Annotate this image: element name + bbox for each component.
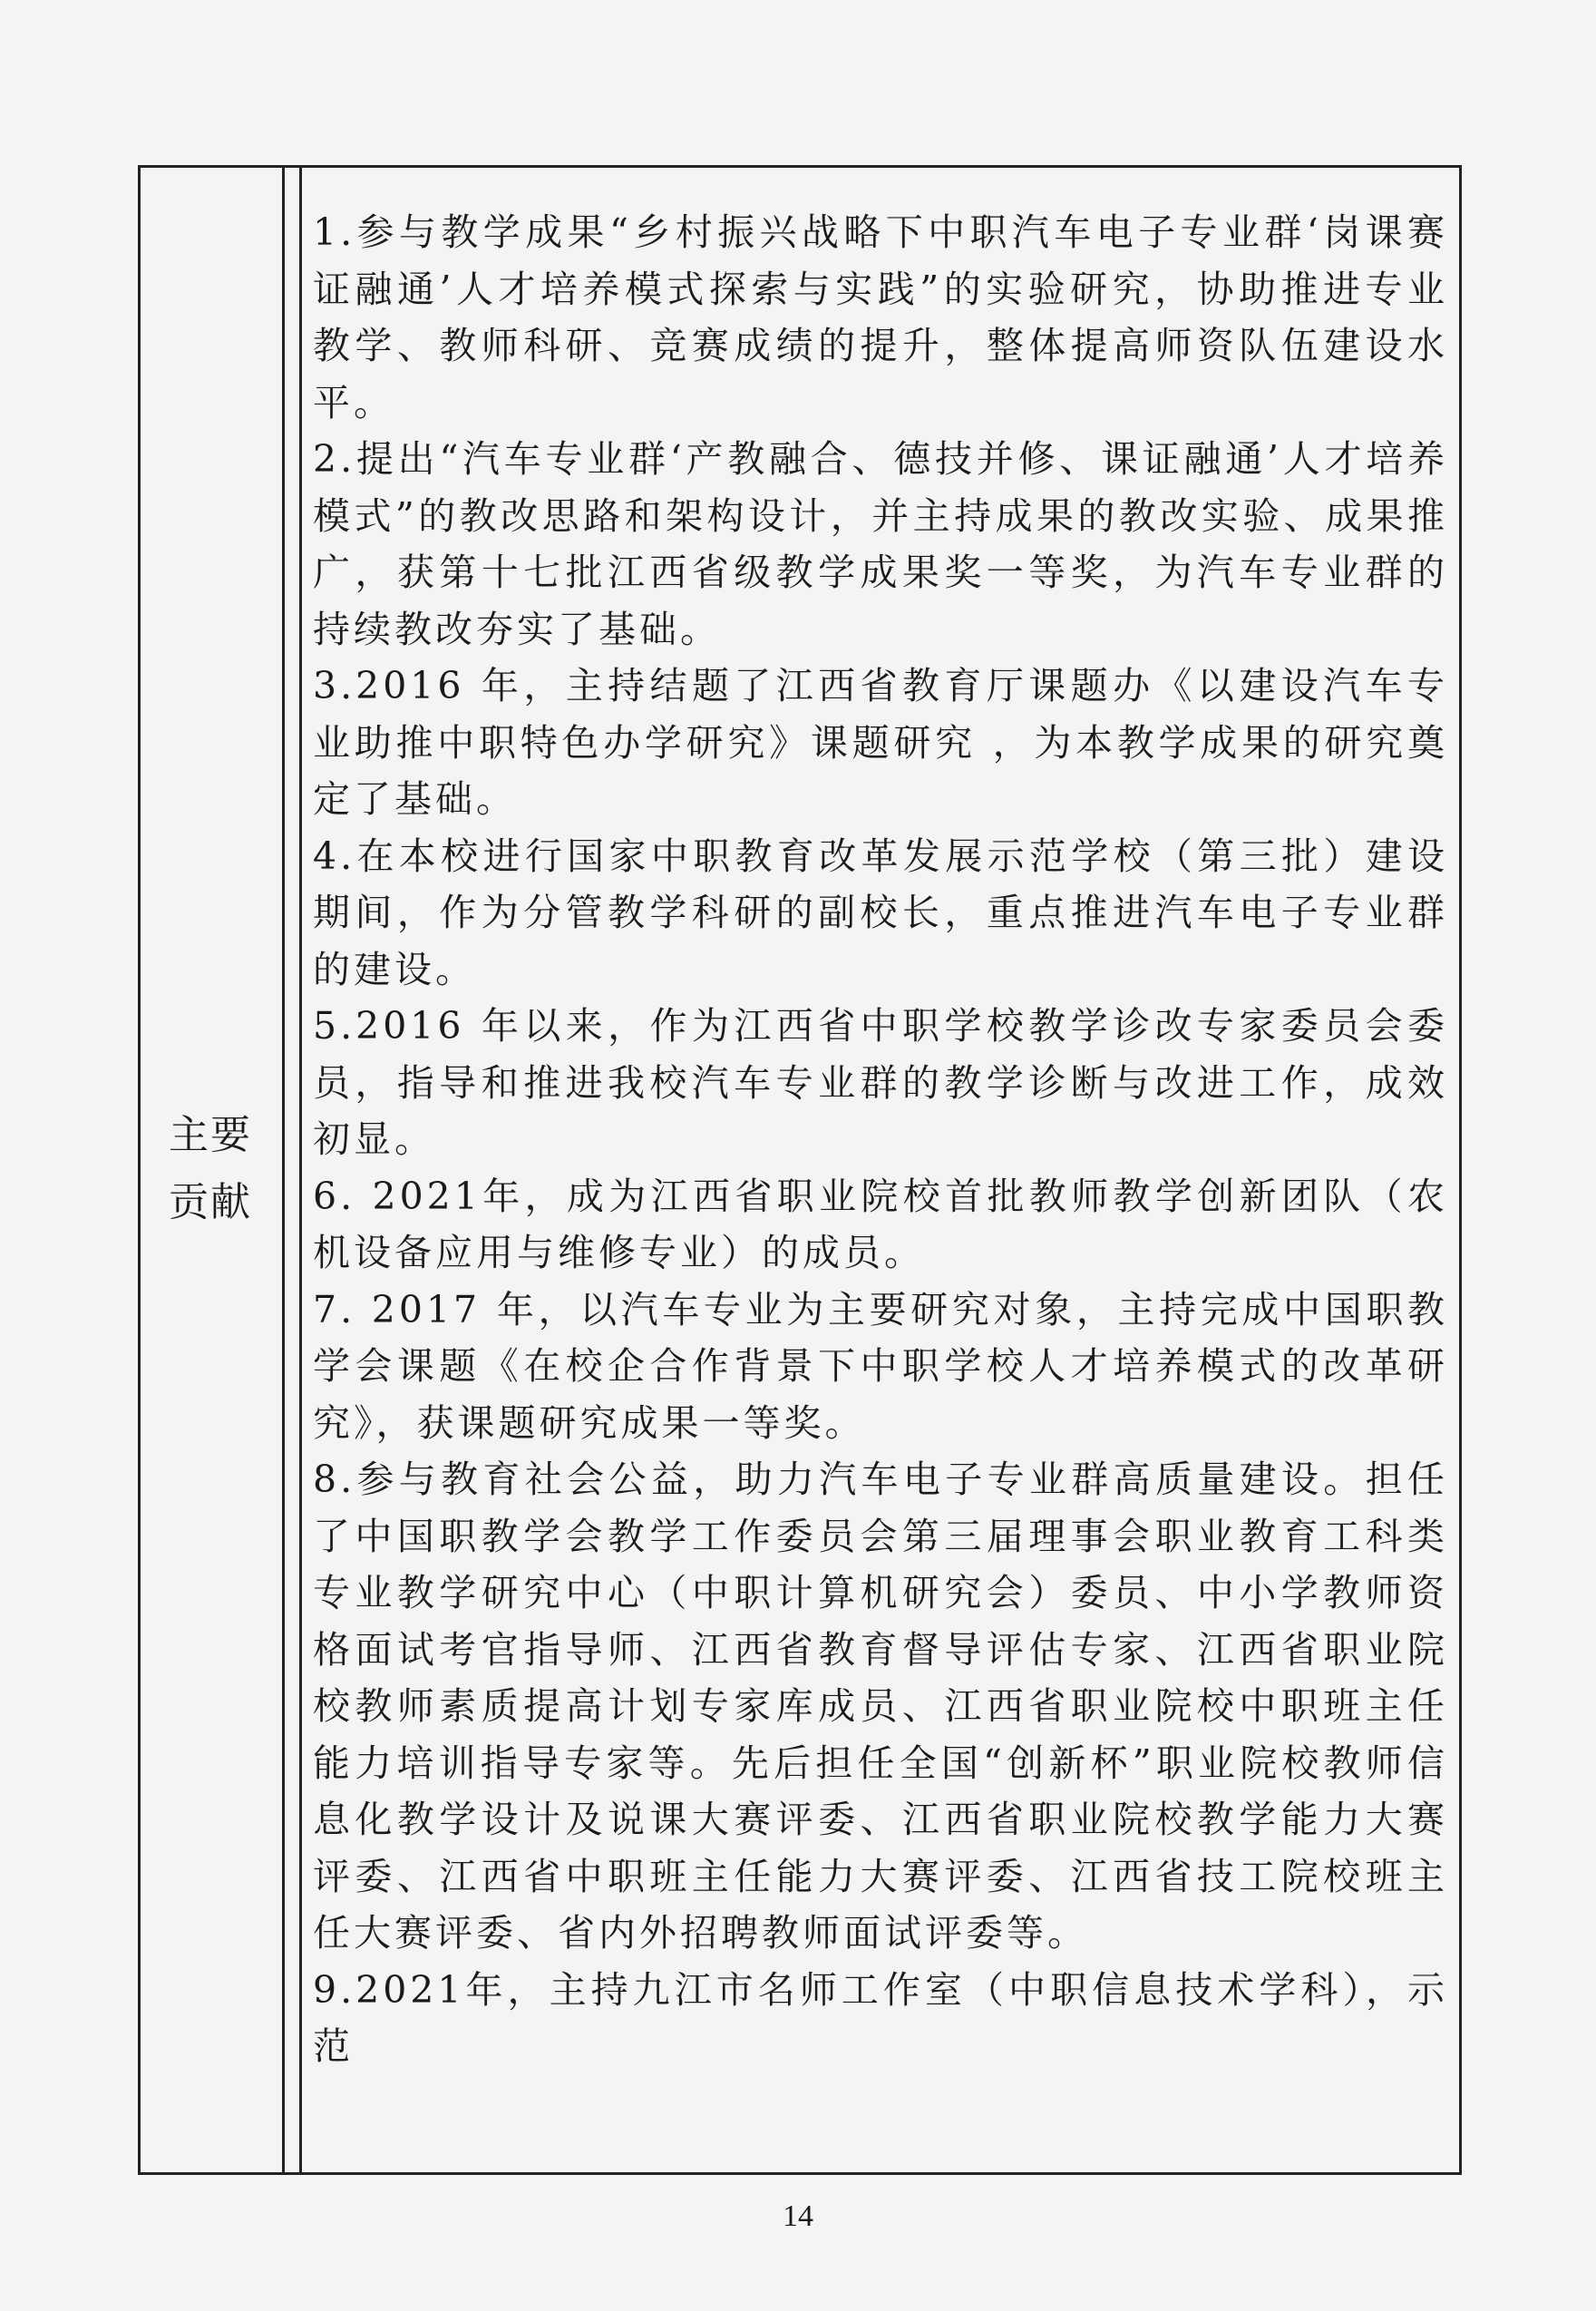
page-number: 14 [783, 2199, 813, 2233]
contribution-item: 5.2016 年以来，作为江西省中职学校教学诊改专家委员会委员，指导和推进我校汽车专业群的教学诊断与改进工作，成效初显。 [313, 1004, 1448, 1161]
column-divider [299, 165, 302, 2175]
contributions-content [313, 204, 1448, 2075]
contribution-item: 3.2016 年，主持结题了江西省教育厅课题办《以建设汽车专业助推中职特色办学研究》课题研究 ，为本教学成果的研究奠定了基础。 [313, 664, 1448, 821]
contribution-item: 8.参与教育社会公益，助力汽车电子专业群高质量建设。担任了中国职教学会教学工作委员会第三届理事会职业教育工科类专业教学研究中心（中职计算机研究会）委员、中小学教师资格面试考官指导师、江西省教育督导评估专家、江西省职业院校教师素质提高计划专家库成员、江西省职业院校中职班主任能力培训指导专家等。先后担任全国“创新杯”职业院校教师信息化教学设计及说课大赛评委、江西省职业院校教学能力大赛评委、江西省中职班主任能力大赛评委、江西省技工院校班主任大赛评委、省内外招聘教师面试评委等。 [313, 1458, 1448, 1955]
contribution-item: 2.提出“汽车专业群‘产教融合、德技并修、课证融通’人才培养模式”的教改思路和架构设计，并主持成果的教改实验、成果推广，获第十七批江西省级教学成果奖一等奖，为汽车专业群的持续教改夯实了基础。 [313, 437, 1448, 651]
contribution-item: 4.在本校进行国家中职教育改革发展示范学校（第三批）建设期间，作为分管教学科研的副校长，重点推进汽车电子专业群的建设。 [313, 834, 1448, 991]
row-label [138, 1102, 283, 1236]
contribution-item: 9.2021年，主持九江市名师工作室（中职信息技术学科），示范 [313, 1967, 1448, 2068]
row-label-line: 贡献 [169, 1179, 252, 1225]
contribution-item: 1.参与教学成果“乡村振兴战略下中职汽车电子专业群‘岗课赛证融通’人才培养模式探索与实践”的实验研究，协助推进专业教学、教师科研、竞赛成绩的提升，整体提高师资队伍建设水平。 [313, 210, 1448, 424]
contribution-item: 7. 2017 年，以汽车专业为主要研究对象，主持完成中国职教学会课题《在校企合作背景下中职学校人才培养模式的改革研究》，获课题研究成果一等奖。 [313, 1287, 1448, 1445]
contribution-item: 6. 2021年，成为江西省职业院校首批教师教学创新团队（农机设备应用与维修专业）的成员。 [313, 1174, 1448, 1274]
row-label-line: 主要 [169, 1112, 252, 1158]
